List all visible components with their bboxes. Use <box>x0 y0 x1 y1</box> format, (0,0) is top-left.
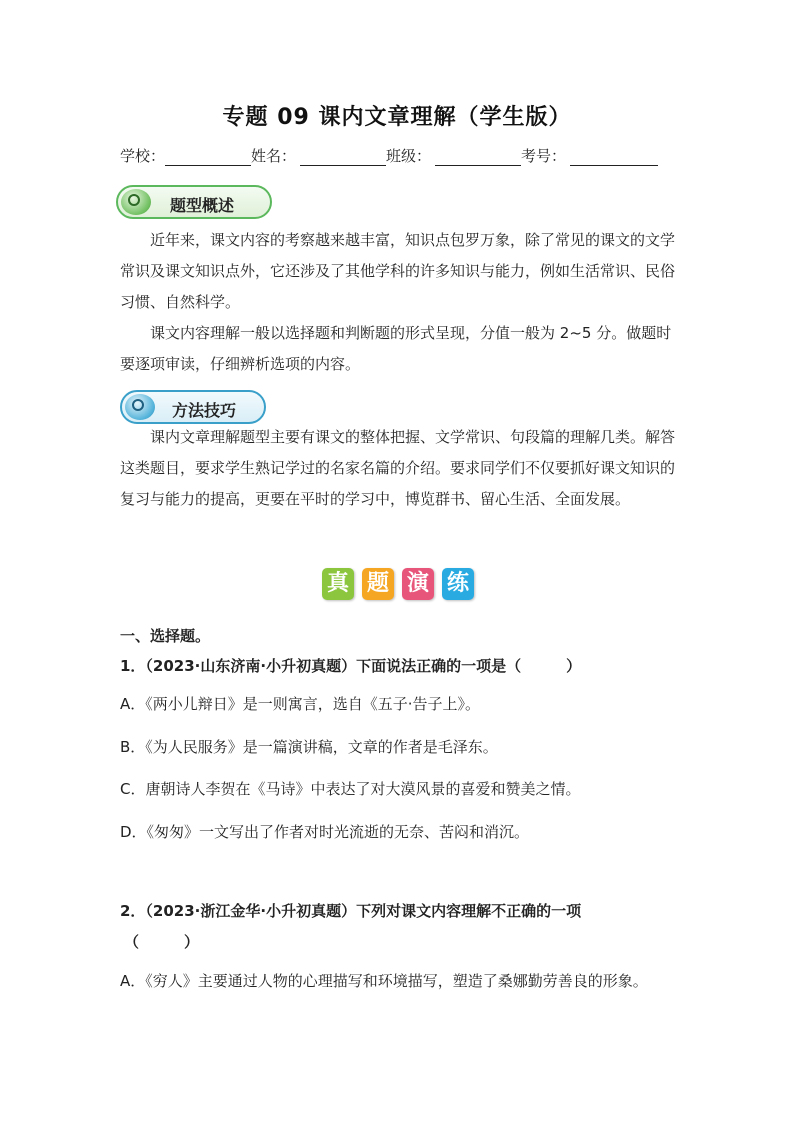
question-1-option-a: A．《两小儿辩日》是一则寓言，选自《五子·告子上》。 <box>120 695 481 713</box>
class-field[interactable] <box>435 149 521 166</box>
speech-bubble-icon <box>125 394 155 420</box>
question-2-option-a: A．《穷人》主要通过人物的心理描写和环境描写，塑造了桑娜勤劳善良的形象。 <box>120 972 648 990</box>
class-label: 班级： <box>386 147 432 165</box>
question-2-stem: 2．（2023·浙江金华·小升初真题）下列对课文内容理解不正确的一项 <box>120 902 582 920</box>
page-title: 专题 09 课内文章理解（学生版） <box>222 105 572 130</box>
student-info-line <box>120 145 658 166</box>
question-1-option-b: B．《为人民服务》是一篇演讲稿，文章的作者是毛泽东。 <box>120 738 498 756</box>
section-badge-label: 方法技巧 <box>172 401 237 420</box>
question-1-option-d: D．《匆匆》一文写出了作者对时光流逝的无奈、苦闷和消沉。 <box>120 823 530 841</box>
name-field[interactable] <box>300 149 386 166</box>
practice-char-2: 题 <box>362 568 394 600</box>
method-paragraph: 课内文章理解题型主要有课文的整体把握、文学常识、句段篇的理解几类。解答这类题目，要求学生熟记学过的名家名篇的介绍。要求同学们不仅要抓好课文知识的复习与能力的提高，更要在平时的学习中，博览群书、留心生活、全面发展。 <box>120 428 676 508</box>
part-heading: 一、选择题。 <box>120 627 211 645</box>
question-1-stem: 1．（2023·山东济南·小升初真题）下面说法正确的一项是（ ） <box>120 657 582 675</box>
overview-paragraph-1: 近年来，课文内容的考察越来越丰富，知识点包罗万象，除了常见的课文的文学常识及课文知识点外，它还涉及了其他学科的许多知识与能力，例如生活常识、民俗习惯、自然科学。 <box>120 231 676 311</box>
practice-char-3: 演 <box>402 568 434 600</box>
school-field[interactable] <box>165 149 251 166</box>
name-label: 姓名： <box>251 147 297 165</box>
exam-no-label: 考号： <box>521 147 567 165</box>
speech-bubble-icon <box>121 189 151 215</box>
practice-banner <box>322 568 474 600</box>
practice-char-4: 练 <box>442 568 474 600</box>
section-badge-overview <box>116 185 272 219</box>
exam-no-field[interactable] <box>570 149 658 166</box>
overview-paragraph-2: 课文内容理解一般以选择题和判断题的形式呈现，分值一般为 2~5 分。做题时要逐项审读，仔细辨析选项的内容。 <box>120 324 672 373</box>
section-badge-label: 题型概述 <box>170 196 235 215</box>
school-label: 学校： <box>120 147 166 165</box>
question-1-option-c: C．唐朝诗人李贺在《马诗》中表达了对大漠风景的喜爱和赞美之情。 <box>120 780 581 798</box>
practice-char-1: 真 <box>322 568 354 600</box>
section-badge-method <box>120 390 266 424</box>
question-2-answer-paren: （ ） <box>124 933 200 951</box>
overview-text <box>120 225 680 380</box>
method-text <box>120 422 680 515</box>
